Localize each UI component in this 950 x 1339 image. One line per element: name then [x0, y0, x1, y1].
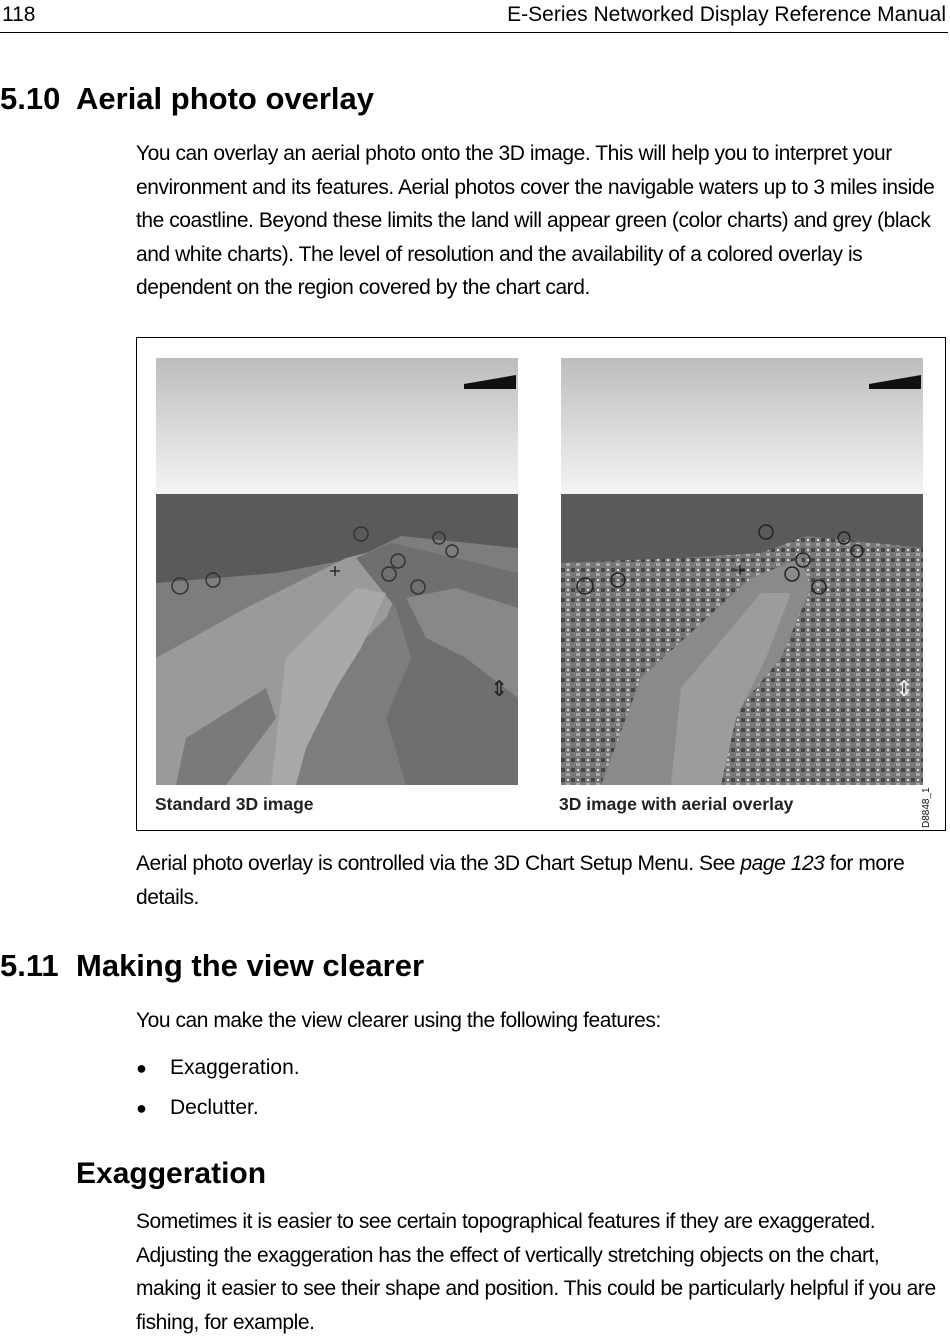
setup-menu-paragraph — [136, 847, 948, 914]
standard-3d-image — [156, 358, 518, 785]
section-title: Making the view clearer — [76, 948, 425, 983]
setup-text-end: for more details. — [136, 852, 905, 909]
exaggeration-heading: Exaggeration — [76, 1157, 267, 1190]
svg-text:⇕: ⇕ — [490, 677, 509, 702]
bullet-dot: ● — [136, 1058, 147, 1078]
section-number: 5.11 — [0, 948, 59, 983]
bullet-dot: ● — [136, 1098, 147, 1118]
figure-3d-comparison — [136, 337, 946, 831]
bullet-item — [136, 1093, 259, 1123]
aerial-overlay-paragraph: You can overlay an aerial photo onto the 3D image. This will help you to interpret your environment and its features. Aerial photos cover the navigable waters up to 3 miles inside the coastline. Beyond these limits the land will appear green (color charts) and grey (black and white charts). The level of resolution and the availability of a colored overlay is dependent on the region covered by the chart card. — [136, 142, 935, 299]
bullet-text: Exaggeration. — [170, 1056, 300, 1079]
bullet-text: Declutter. — [170, 1096, 259, 1119]
section-number: 5.10 — [0, 81, 61, 116]
aerial-overlay-image — [561, 358, 923, 785]
page-link[interactable]: page 123 — [740, 852, 825, 875]
setup-text: Aerial photo overlay is controlled via the 3D Chart Setup Menu. See — [136, 852, 741, 875]
section-title: Aerial photo overlay — [76, 81, 375, 116]
page-number: 118 — [2, 3, 36, 26]
section-heading-5-10 — [0, 81, 374, 117]
manual-title: E-Series Networked Display Reference Manual — [507, 3, 946, 26]
section-heading-5-11 — [0, 948, 424, 984]
caption-aerial-overlay: 3D image with aerial overlay — [559, 794, 794, 814]
caption-standard-3d: Standard 3D image — [155, 794, 314, 814]
figure-id: D8848_1 — [921, 787, 932, 828]
exaggeration-paragraph: Sometimes it is easier to see certain topographical features if they are exaggerated. Adjusting the exaggeration has the effect of vertically stretching objects on the chart, making it easier to see their shape and position. This could be particularly helpful if you are fishing, for example. — [136, 1210, 936, 1334]
bullet-item — [136, 1053, 300, 1083]
svg-text:⇕: ⇕ — [895, 677, 914, 702]
header-rule — [0, 32, 948, 33]
view-clearer-intro: You can make the view clearer using the following features: — [136, 1009, 661, 1032]
